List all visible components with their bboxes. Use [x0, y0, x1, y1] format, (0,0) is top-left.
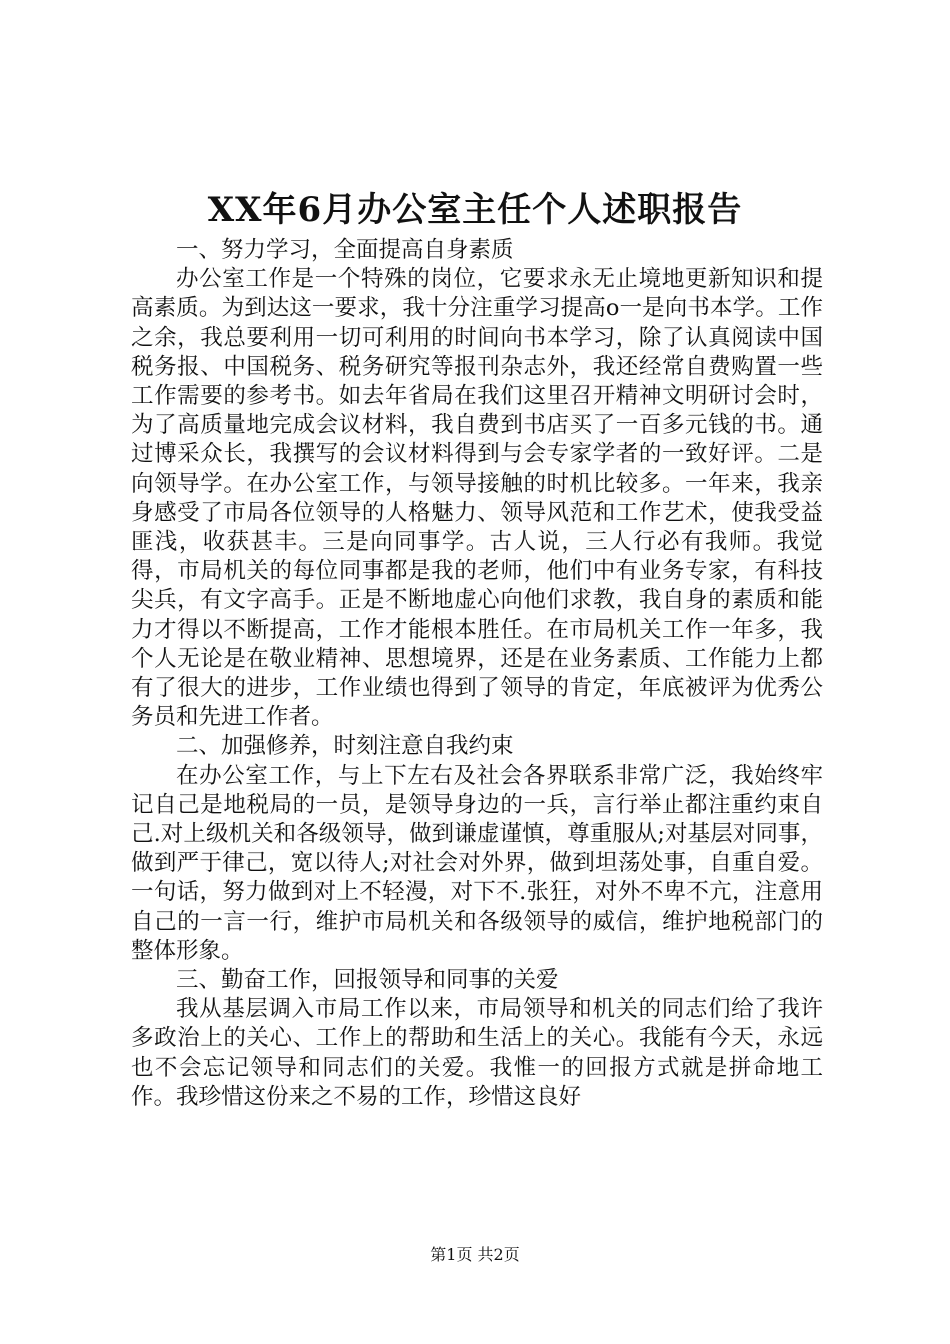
document-body — [131, 236, 823, 1112]
section-paragraph-3: 我从基层调入市局工作以来，市局领导和机关的同志们给了我许多政治上的关心、工作上的帮助和生活上的关心。我能有今天，永远也不会忘记领导和同志们的关爱。我惟一的回报方式就是拼命地工作。我珍惜这份来之不易的工作，珍惜这良好 — [131, 996, 823, 1110]
section-paragraph-2: 在办公室工作，与上下左右及社会各界联系非常广泛，我始终牢记自己是地税局的一员，是领导身边的一兵，言行举止都注重约束自己.对上级机关和各级领导，做到谦虚谨慎，尊重服从;对基层对同事，做到严于律己，宽以待人;对社会对外界，做到坦荡处事，自重自爱。一句话，努力做到对上不轻漫，对下不.张狂，对外不卑不亢，注意用自己的一言一行，维护市局机关和各级领导的威信，维护地税部门的整体形象。 — [131, 762, 823, 964]
section-paragraph-1: 办公室工作是一个特殊的岗位，它要求永无止境地更新知识和提高素质。为到达这一要求，我十分注重学习提高ο一是向书本学。工作之余，我总要利用一切可利用的时间向书本学习，除了认真阅读中国税务报、中国税务、税务研究等报刊杂志外，我还经常自费购置一些工作需要的参考书。如去年省局在我们这里召开精神文明研讨会时，为了高质量地完成会议材料，我自费到书店买了一百多元钱的书。通过博采众长，我撰写的会议材料得到与会专家学者的一致好评。二是向领导学。在办公室工作，与领导接触的时机比较多。一年来，我亲身感受了市局各位领导的人格魅力、领导风范和工作艺术，使我受益匪浅，收获甚丰。三是向同事学。古人说，三人行必有我师。我觉得，市局机关的每位同事都是我的老师，他们中有业务专家，有科技尖兵，有文字高手。正是不断地虚心向他们求教，我自身的素质和能力才得以不断提高，工作才能根本胜任。在市局机关工作一年多，我个人无论是在敬业精神、思想境界，还是在业务素质、工作能力上都有了很大的进步，工作业绩也得到了领导的肯定，年底被评为优秀公务员和先进工作者。 — [131, 266, 823, 731]
section-heading-2: 二、加强修养，时刻注意自我约束 — [176, 733, 514, 760]
section-heading-1: 一、努力学习，全面提高自身素质 — [176, 237, 514, 263]
page-footer: 第1页 共2页 — [430, 1245, 520, 1264]
document-title: XX年6月办公室主任个人述职报告 — [207, 190, 743, 230]
section-heading-3: 三、勤奋工作，回报领导和同事的关爱 — [176, 967, 559, 994]
